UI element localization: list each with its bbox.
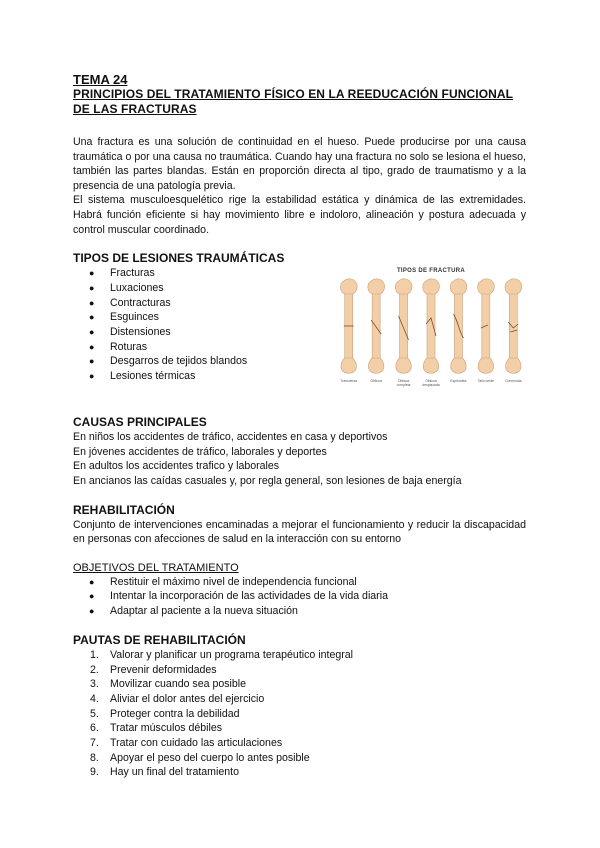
bone-1 <box>340 279 357 373</box>
pautas-list-item-text: Hay un final del tratamiento <box>110 766 239 779</box>
pautas-list-item <box>73 692 526 707</box>
title-line-2: DE LAS FRACTURAS <box>73 102 197 116</box>
bone-6 <box>478 279 495 373</box>
tipos-list-item-text: Contracturas <box>110 296 171 309</box>
list-number: 8. <box>90 751 99 764</box>
bullet-dot-icon: ● <box>89 591 95 602</box>
objetivos-list-item-text: Adaptar al paciente a la nueva situación <box>110 605 298 618</box>
objetivos-list-item-text: Intentar la incorporación de las actividades de la vida diaria <box>110 590 388 603</box>
tipos-list-item-text: Roturas <box>110 340 148 353</box>
causas-lines <box>73 430 526 488</box>
pautas-list-item <box>73 648 526 663</box>
figure-title: TIPOS DE FRACTURA <box>396 268 466 275</box>
list-number: 9. <box>90 766 99 779</box>
objetivos-list <box>73 575 526 619</box>
list-number: 4. <box>90 692 99 705</box>
bone-4 <box>423 279 440 373</box>
pautas-list-item-text: Tratar con cuidado las articulaciones <box>110 737 283 750</box>
bone-3 <box>395 279 412 373</box>
causas-line: En adultos los accidentes trafico y laborales <box>73 460 280 473</box>
topic-number: TEMA 24 <box>73 72 128 87</box>
bullet-dot-icon: ● <box>89 268 95 279</box>
tipos-list-item-text: Fracturas <box>110 267 155 280</box>
list-number: 1. <box>90 648 99 661</box>
pautas-list-item <box>73 721 526 736</box>
objetivos-list-item-text: Restituir el máximo nivel de independencia funcional <box>110 575 357 588</box>
bullet-dot-icon: ● <box>89 326 95 337</box>
pautas-list-item-text: Valorar y planificar un programa terapéutico integral <box>110 648 353 661</box>
list-number: 6. <box>90 722 99 735</box>
pautas-list-item-text: Apoyar el peso del cuerpo lo antes posible <box>110 751 310 764</box>
bone-caption: Oblicua desplazada <box>422 379 440 388</box>
bone-5 <box>450 279 467 373</box>
causas-heading: CAUSAS PRINCIPALES <box>73 415 207 430</box>
fracture-types-figure <box>335 268 527 390</box>
tipos-section <box>73 266 526 401</box>
bone-7 <box>505 279 522 373</box>
tipos-list-item-text: Luxaciones <box>110 281 164 294</box>
bullet-dot-icon: ● <box>89 312 95 323</box>
pautas-list-item <box>73 677 526 692</box>
causas-line: En niños los accidentes de tráfico, accidentes en casa y deportivos <box>73 431 388 444</box>
title-line-1: PRINCIPIOS DEL TRATAMIENTO FÍSICO EN LA REEDUCACIÓN FUNCIONAL <box>73 87 514 101</box>
objetivos-heading: OBJETIVOS DEL TRATAMIENTO <box>73 561 239 574</box>
bone-2 <box>368 279 385 373</box>
list-number: 7. <box>90 737 99 750</box>
bullet-dot-icon: ● <box>89 297 95 308</box>
pautas-heading: PAUTAS DE REHABILITACIÓN <box>73 632 246 647</box>
pautas-list-item <box>73 736 526 751</box>
bullet-dot-icon: ● <box>89 371 95 382</box>
tipos-list-item-text: Lesiones térmicas <box>110 370 196 383</box>
bone-caption: Espiroidea <box>450 379 467 384</box>
bullet-dot-icon: ● <box>89 356 95 367</box>
objetivos-list-item <box>73 575 526 590</box>
intro-paragraph-1: Una fractura es una solución de continuidad en el hueso. Puede producirse por una causa traumática o por una causa no traumática. Cuando hay una fractura no solo se lesiona el hueso, también las partes blandas. Están en proporción directa al tipo, grado de traumatismo y a la presencia de una patología previa. <box>73 136 526 192</box>
pautas-list-item-text: Prevenir deformidades <box>110 663 217 676</box>
list-number: 2. <box>90 663 99 676</box>
bullet-dot-icon: ● <box>89 282 95 293</box>
pautas-list-item-text: Tratar músculos débiles <box>110 722 223 735</box>
pautas-list-item-text: Aliviar el dolor antes del ejercicio <box>110 692 265 705</box>
list-number: 5. <box>90 707 99 720</box>
bone-caption: Transversa <box>340 379 358 384</box>
causas-line: En ancianos las caídas casuales y, por regla general, son lesiones de baja energía <box>73 474 462 487</box>
bullet-dot-icon: ● <box>89 606 95 617</box>
bullet-dot-icon: ● <box>89 576 95 587</box>
pautas-list-item <box>73 707 526 722</box>
pautas-list <box>73 648 526 780</box>
bone-caption: Tallo verde <box>477 379 495 384</box>
bone-caption: Conminuta <box>505 379 522 384</box>
pautas-list-item <box>73 663 526 678</box>
pautas-list-item <box>73 751 526 766</box>
rehabilitacion-heading: REHABILITACIÓN <box>73 502 175 517</box>
bone-caption: Oblicua <box>370 379 382 384</box>
tipos-list-item-text: Distensiones <box>110 325 171 338</box>
bone-caption: Oblicua completa <box>396 379 411 388</box>
rehabilitacion-text: Conjunto de intervenciones encaminadas a mejorar el funcionamiento y reducir la discapacidad en personas con afecciones de salud en la interacción con su entorno <box>73 518 526 546</box>
pautas-list-item-text: Movilizar cuando sea posible <box>110 678 247 691</box>
tipos-list-item-text: Desgarros de tejidos blandos <box>110 355 248 368</box>
document-page <box>73 72 526 780</box>
tipos-list-item-text: Esguinces <box>110 311 159 324</box>
pautas-list-item <box>73 765 526 780</box>
pautas-list-item-text: Proteger contra la debilidad <box>110 707 240 720</box>
objetivos-list-item <box>73 589 526 604</box>
bones-illustration <box>335 278 527 378</box>
bullet-dot-icon: ● <box>89 341 95 352</box>
tipos-heading: TIPOS DE LESIONES TRAUMÁTICAS <box>73 251 285 266</box>
causas-line: En jóvenes accidentes de tráfico, laborales y deportes <box>73 445 327 458</box>
objetivos-list-item <box>73 604 526 619</box>
intro-paragraph-2: El sistema musculoesquelético rige la estabilidad estática y dinámica de las extremidades. Habrá función eficiente si hay movimiento libre e indoloro, alineación y postura adecuada y control muscular coordinado. <box>73 194 526 236</box>
list-number: 3. <box>90 678 99 691</box>
